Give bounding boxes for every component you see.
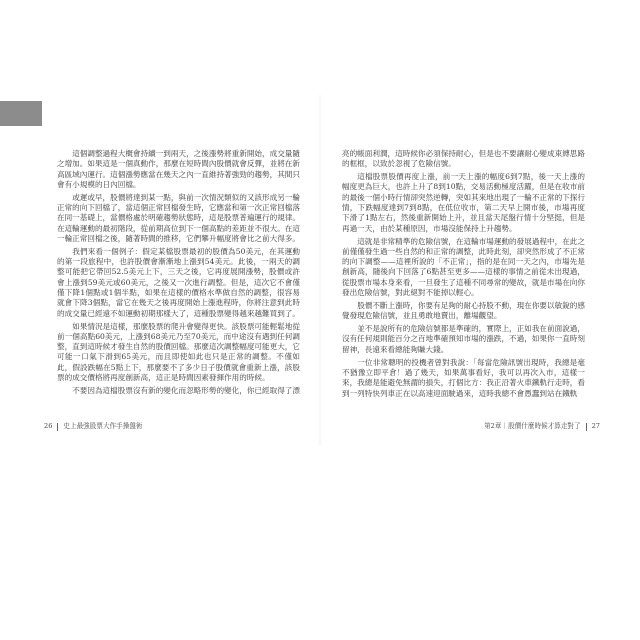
right-page-footer xyxy=(484,422,600,431)
paragraph: 我們來看一個例子：假定某檔股票最初的股價為50美元，在其運動的第一段旅程中，也許股價會漸漸地上漲到54美元。此後，一兩天的調整可能把它帶回52.5美元上下，三天之後，它再度展開漲勢，股價或許會上漲到59美元或60美元，之後又一次進行調整。但是，這次它不會僅僅下降1個點或1個半點，如果在這樣的價格水準做自然的調整，很容易就會下降3個點，當它在幾天之後再度開始上漲進程時，你將注意到此時的成交量已經遠不如運動初期那樣大了，這種股票變得越來越難買到了。 xyxy=(57,246,300,318)
left-page-body xyxy=(57,149,300,413)
running-title: 第2章｜股價什麼時候才算走對了 xyxy=(484,422,581,430)
paragraph: 不要因為這檔股票沒有新的變化而忽略形勢的變化，你已經取得了漂 xyxy=(72,385,300,395)
page-number: 26 xyxy=(44,422,53,430)
paragraph: 一位非常聰明的投機者曾對我說：「每當危險訊號出現時，我總是毫不猶豫立即平倉！過了幾天，如果萬事看好，我可以再次入市，這樣一來，我總是能避免無謂的損失，打個比方：我正沿著火車鐵軌行走時，看到一列特快列車正在以高速迎面駛過來，這時我總不會愚蠢到站在鐵軌 xyxy=(342,357,585,398)
running-title: 史上最強股票大作手操盤術 xyxy=(63,422,143,430)
chapter-tab-marker xyxy=(0,101,42,126)
paragraph: 這檔股票股價再度上漲，前一天上漲的幅度6到7點，後一天上漲的幅度更為巨大，也許上升了8到10點，交易活動極度活躍，但是在收市前的最後一個小時行情卻突然逆轉，突如其來地出現了一輪不正常的下探行情，下跌幅度達到7到8點，在低位收市，第二天早上開市後，市場再度下滑了1點左右，然後重新開始上升，並且當天尾盤行情十分堅挺，但是再過一天，由於某種原因，市場沒能保持上升趨勢。 xyxy=(342,172,585,233)
paragraph: 股價不斷上漲時，你要有足夠的耐心持股不動，現在你要以敏銳的感覺發現危險信號，並且勇敢地賣出，離場觀望。 xyxy=(342,300,585,321)
page-gutter xyxy=(318,95,322,445)
right-page-body xyxy=(342,149,585,413)
footer-divider xyxy=(57,423,58,431)
footer-divider xyxy=(586,423,587,431)
left-page-footer xyxy=(44,422,143,431)
paragraph: 或遲或早，股價將達到某一點，與前一次情況類似的又該形成另一輪正常的向下回檔了，當這個正常回檔發生時，它應當和第一次正常回檔落在同一基礎上，當價格處於明確趨勢狀態時，這是股票普遍運行的規律。在這輪運動的最初階段，從前期高位到下一個高點的差距並不很大。在這一輪正常回檔之後，隨著時間的推移，它們攀升幅度將會比之前大得多。 xyxy=(57,192,300,243)
paragraph: 這就是非常精準的危險信號，在這輪市場運動的發展過程中，在此之前僅僅發生過一些自然的和正常的調整，此時此刻，卻突然形成了不正常的向下調整——這裡所說的「不正常」，指的是在同一天之內，市場先是創新高，隨後向下回落了6點甚至更多——這樣的事情之前從未出現過，從股票市場本身來看，一旦發生了這種不同尋常的變故，就是市場在向你發出危險信號，對此絕對不能掉以輕心。 xyxy=(342,236,585,298)
page-number: 27 xyxy=(591,422,600,430)
paragraph: 並不是說所有的危險信號都是準確的，實際上，正如我在前面說過，沒有任何規則能百分之百地準確預知市場的漲跌，不過，如果你一直時刻留神，長遠來看總能夠賺大錢。 xyxy=(342,324,585,354)
paragraph: 如果情況是這樣，那麼股票的爬升會變得更快。該股票可能輕鬆地從前一個高點60美元，上漲到68美元乃至70美元，而中途沒有遇到任何調整，直到這時候才發生自然的股價回檔。那麼這次調整幅度可能更大，它可能一口氣下滑到65美元，而且即使如此也只是正常的調整。不僅如此，假設跌幅在5點上下，那麼要不了多少日子股價就會重新上漲，該股票的成交價格將再度創新高，這正是時間因素發揮作用的時候。 xyxy=(57,321,300,383)
paragraph-continued: 亮的帳面利潤，這時候你必須保持耐心，但是也不要讓耐心變成束縛思路的框框，以致於忽視了危險信號。 xyxy=(342,149,585,169)
paragraph: 這個調整過程大概會持續一到兩天，之後漲勢將重新開始，成交量隨之增加。如果這是一個真動作，那麼在短時間內股價就會反彈，並將在新高區域內運行。這個漲勢應當在幾天之內一直維持著強勁的趨勢，其間只會有小規模的日內回檔。 xyxy=(57,149,300,189)
